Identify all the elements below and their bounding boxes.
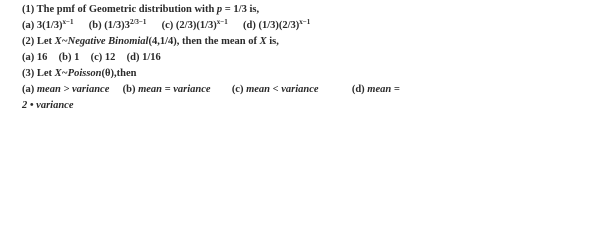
q3-option-c-text: mean < variance: [246, 84, 319, 95]
q1-prefix: (1) The pmf of Geometric distribution with: [22, 4, 217, 15]
q3-suffix: ,then: [113, 68, 137, 79]
q1-option-a-label: (a): [22, 20, 37, 31]
q2-prefix: (2) Let: [22, 36, 55, 47]
q2-var: X: [54, 36, 62, 47]
q1-p-symbol: p: [216, 4, 223, 15]
q1-option-c-exponent: x−1: [216, 18, 228, 26]
q3-option-c: [232, 84, 319, 95]
q2-var-2: X: [259, 36, 267, 47]
q1-option-a-base: 3(1/3): [36, 20, 63, 31]
q3-option-d-text: mean =: [367, 84, 400, 95]
q3-option-d-label: (d): [351, 84, 368, 95]
q3-dist: ~Poisson: [61, 68, 102, 79]
q2-option-b: (b) 1: [58, 52, 80, 63]
q2-option-c: (c) 12: [90, 52, 116, 63]
q2-option-a: (a) 16: [22, 52, 48, 63]
q3-option-a-label: (a): [22, 84, 37, 95]
question-3-options: [22, 85, 400, 96]
question-2-options: [22, 53, 161, 64]
q2-dist: ~Negative Binomial: [61, 36, 149, 47]
q3-option-a: [22, 84, 109, 95]
q3-option-b-label: (b): [122, 84, 139, 95]
question-3-stem: [22, 69, 136, 80]
q3-option-a-text: mean > variance: [36, 84, 110, 95]
q1-option-d-exponent: x−1: [299, 18, 311, 26]
q1-option-a: [22, 20, 74, 31]
question-1-stem: [22, 5, 259, 16]
q2-suffix: is,: [266, 36, 279, 47]
q1-option-c: [162, 20, 228, 31]
q1-option-b-exponent: 2/3−1: [129, 18, 147, 26]
q3-prefix: (3) Let: [22, 68, 55, 79]
q3-option-b-text: mean = variance: [138, 84, 211, 95]
q3-option-b: [123, 84, 211, 95]
q1-option-d: [243, 20, 310, 31]
q1-option-d-label: (d): [242, 20, 259, 31]
q1-option-b-base: (1/3)3: [104, 20, 130, 31]
q3-option-d-continuation: 2 • variance: [22, 100, 74, 111]
q1-option-b-label: (b): [88, 20, 105, 31]
q3-option-d: [352, 84, 400, 95]
q3-var: X: [54, 68, 62, 79]
q1-option-b: [89, 20, 147, 31]
q2-option-d: (d) 1/16: [126, 52, 161, 63]
q1-option-c-label: (c): [161, 20, 176, 31]
q2-params: (4,1/4), then the mean of: [148, 36, 260, 47]
q1-p-value: = 1/3 is,: [222, 4, 260, 15]
q1-option-c-base: (2/3)(1/3): [175, 20, 217, 31]
q1-option-a-exponent: x−1: [62, 18, 74, 26]
question-2-stem: [22, 37, 279, 48]
q3-param: (θ): [101, 68, 114, 79]
q1-option-d-base: (1/3)(2/3): [258, 20, 300, 31]
question-1-options: [22, 18, 311, 32]
q3-option-c-label: (c): [231, 84, 247, 95]
